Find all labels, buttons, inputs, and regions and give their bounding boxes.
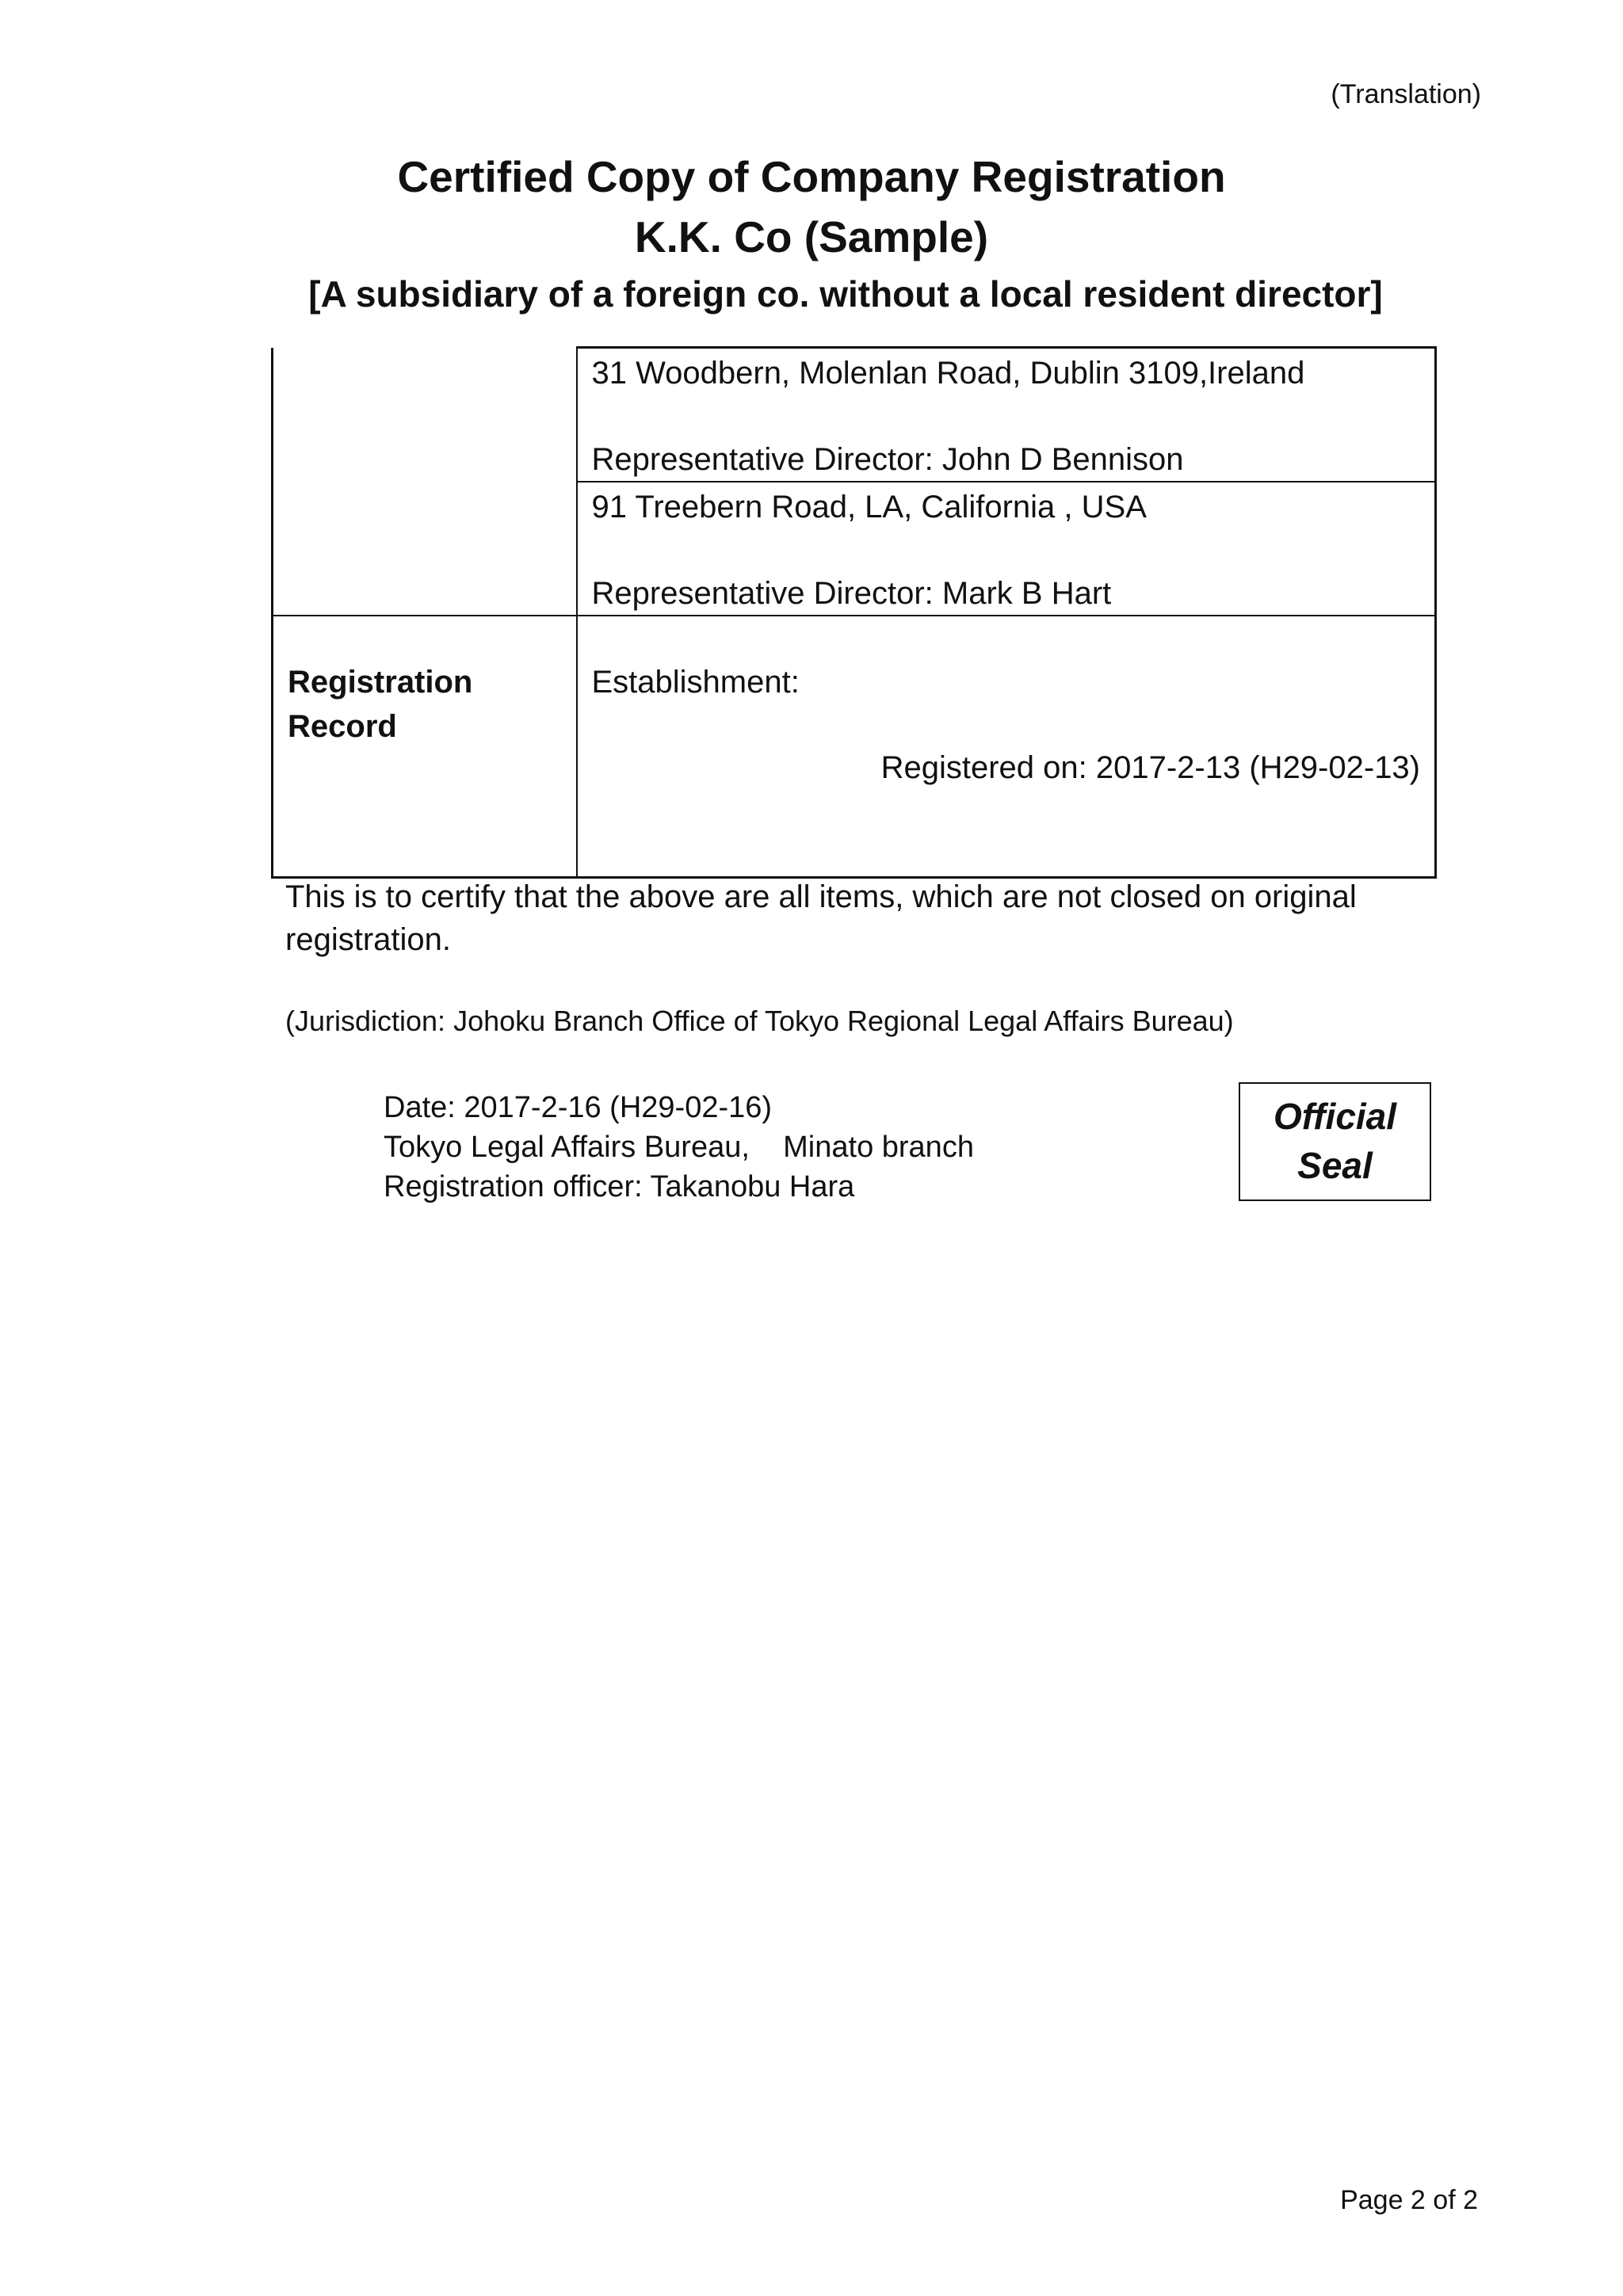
- director-address: 91 Treebern Road, LA, California , USA: [591, 490, 1147, 524]
- page-number: Page 2 of 2: [1340, 2185, 1478, 2215]
- translation-note: (Translation): [1331, 79, 1481, 109]
- registration-officer: Registration officer: Takanobu Hara: [384, 1170, 855, 1203]
- director-cell: [577, 348, 1436, 482]
- document-title: Certified Copy of Company Registration: [397, 152, 1226, 201]
- director-address: 31 Woodbern, Molenlan Road, Dublin 3109,Ireland: [591, 356, 1305, 391]
- director-cell: [577, 482, 1436, 616]
- director-name: Representative Director: Mark B Hart: [591, 576, 1112, 611]
- record-event: Establishment:: [591, 665, 800, 700]
- issue-date: Date: 2017-2-16 (H29-02-16): [384, 1091, 773, 1124]
- officer-block: [384, 1088, 974, 1207]
- document-header: [0, 147, 1623, 319]
- registration-record-content: [577, 616, 1436, 878]
- company-name: K.K. Co (Sample): [634, 212, 989, 261]
- official-seal-box: [1239, 1082, 1431, 1201]
- director-label-cell: [273, 348, 577, 616]
- registration-record-label: Registration Record: [273, 616, 577, 878]
- document-subtitle: [A subsidiary of a foreign co. without a local resident director]: [308, 273, 1383, 315]
- jurisdiction-note: (Jurisdiction: Johoku Branch Office of Tokyo Regional Legal Affairs Bureau): [285, 1005, 1234, 1037]
- certification-statement: This is to certify that the above are all items, which are not closed on original registration.: [285, 879, 1357, 957]
- registered-on-date: Registered on: 2017-2-13 (H29-02-13): [880, 750, 1420, 785]
- seal-label-line1: Official: [1273, 1096, 1397, 1137]
- registration-record-row: [273, 616, 1436, 878]
- director-name: Representative Director: John D Bennison: [591, 442, 1184, 477]
- director-row: [273, 348, 1436, 482]
- registration-table: [271, 346, 1437, 879]
- seal-label-line2: Seal: [1297, 1145, 1373, 1186]
- bureau-name: Tokyo Legal Affairs Bureau, Minato branch: [384, 1131, 974, 1164]
